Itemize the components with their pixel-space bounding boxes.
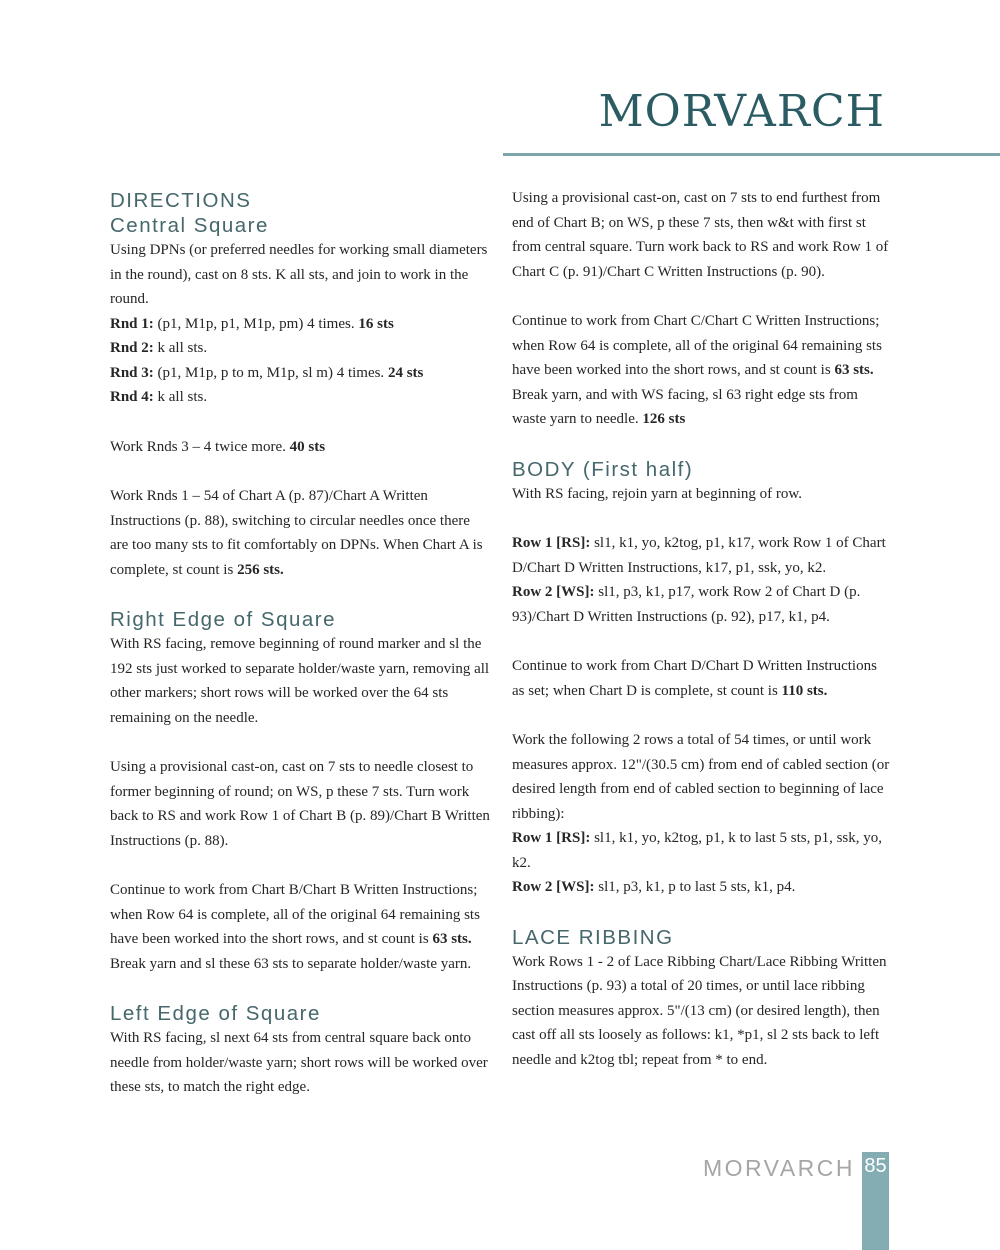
paragraph-spacer (110, 410, 490, 435)
page-number: 85 (864, 1155, 887, 1177)
paragraph (110, 878, 490, 976)
paragraph (512, 654, 890, 703)
page-number-block (862, 1152, 889, 1250)
paragraph (110, 484, 490, 582)
paragraph (110, 385, 490, 410)
bold-text: Rnd 1: (110, 315, 154, 332)
bold-text: 126 sts (642, 411, 686, 427)
body-text: Continue to work from Chart B/Chart B Written Instructions; when Row 64 is complete, all of the original 64 remaining sts have been worked into the short rows, and st count is (110, 882, 480, 947)
body-text: Work Rnds 1 – 54 of Chart A (p. 87)/Chart A Written Instructions (p. 88), switching to circular needles once there are too many sts to fit comfortably on DPNs. When Chart A is complete, st count is (110, 488, 483, 578)
paragraph-spacer (110, 976, 490, 1001)
bold-text: 256 sts. (237, 561, 284, 578)
paragraph-spacer (512, 629, 890, 654)
bold-text: Rnd 2: (110, 340, 154, 356)
paragraph (512, 186, 890, 284)
paragraph (512, 531, 890, 580)
paragraph (110, 632, 490, 730)
bold-text: Row 2 [WS]: (512, 584, 595, 600)
body-text: Break yarn, and with WS facing, sl 63 right edge sts from waste yarn to needle. (512, 386, 858, 427)
section-heading: LACE RIBBING (512, 925, 674, 949)
paragraph-spacer (512, 284, 890, 309)
paragraph (110, 336, 490, 361)
paragraph (512, 482, 890, 507)
body-text: Using a provisional cast-on, cast on 7 sts to end furthest from end of Chart B; on WS, p these 7 sts, then w&t with first st from central square. Turn work back to RS and work Row 1 of Chart C (p. 91)/Chart C Written Instructions (p. 90). (512, 190, 889, 280)
bold-text: Rnd 3: (110, 364, 154, 381)
paragraph (110, 238, 490, 312)
paragraph (512, 950, 890, 1073)
section-heading: Left Edge of Square (110, 1002, 321, 1025)
bold-text: Row 2 [WS]: (512, 879, 595, 895)
body-text: Work the following 2 rows a total of 54 times, or until work measures approx. 12"/(30.5 cm) from end of cabled section (or desired length from end of cabled section to beginning of lace ribbing): (512, 732, 890, 822)
bold-text: 24 sts (387, 364, 424, 381)
body-text: (p1, M1p, p1, M1p, pm) 4 times. (153, 315, 359, 332)
bold-text: 63 sts. (432, 931, 472, 947)
body-text: With RS facing, sl next 64 sts from central square back onto needle from holder/waste yarn; short rows will be worked over these sts, to match the right edge. (110, 1030, 488, 1095)
paragraph (512, 728, 890, 826)
paragraph (512, 580, 890, 629)
body-text: (p1, M1p, p to m, M1p, sl m) 4 times. (153, 364, 388, 381)
page-title: MORVARCH (598, 86, 885, 137)
bold-text: Rnd 4: (110, 389, 154, 405)
body-text: k all sts. (153, 340, 208, 356)
body-text: Using DPNs (or preferred needles for working small diameters in the round), cast on 8 sts. K all sts, and join to work in the round. (110, 242, 488, 307)
section-heading: DIRECTIONS (110, 189, 252, 212)
paragraph-spacer (110, 730, 490, 755)
body-text: Break yarn and sl these 63 sts to separate holder/waste yarn. (110, 955, 472, 972)
body-text: sl1, k1, yo, k2tog, p1, k17, work Row 1 of Chart D/Chart D Written Instructions, k17, p1, ssk, yo, k2. (512, 535, 886, 576)
bold-text: 110 sts. (781, 682, 828, 699)
header-divider-rule (503, 153, 1000, 156)
paragraph (512, 875, 890, 900)
body-text: With RS facing, rejoin yarn at beginning of row. (512, 485, 803, 502)
body-text: sl1, p3, k1, p17, work Row 2 of Chart D (p. 93)/Chart D Written Instructions (p. 92), p17, k1, p4. (512, 584, 861, 625)
section-heading: Central Square (110, 214, 269, 237)
body-text: k all sts. (153, 389, 208, 405)
body-text: Using a provisional cast-on, cast on 7 sts to needle closest to former beginning of round; on WS, p these 7 sts. Turn work back to RS and work Row 1 of Chart B (p. 89)/Chart B Written Instructions (p. 88). (110, 759, 490, 849)
body-text: sl1, k1, yo, k2tog, p1, k to last 5 sts, p1, ssk, yo, k2. (512, 830, 883, 871)
paragraph (110, 755, 490, 853)
bold-text: Row 1 [RS]: (512, 830, 591, 846)
paragraph (110, 435, 490, 460)
body-text: Work Rnds 3 – 4 twice more. (110, 438, 290, 455)
paragraph (110, 361, 490, 386)
section-heading: BODY (First half) (512, 457, 694, 481)
footer-brand: MORVARCH (702, 1155, 855, 1181)
paragraph-spacer (512, 703, 890, 728)
body-text: With RS facing, remove beginning of round marker and sl the 192 sts just worked to separate holder/waste yarn, removing all other markers; short rows will be worked over the 64 sts remaining on the needle. (110, 636, 490, 726)
body-text: Continue to work from Chart D/Chart D Written Instructions as set; when Chart D is complete, st count is (512, 658, 877, 699)
paragraph-spacer (512, 900, 890, 925)
bold-text: 63 sts. (834, 362, 874, 378)
paragraph-spacer (110, 582, 490, 607)
paragraph (110, 312, 490, 337)
paragraph (512, 309, 890, 432)
bold-text: 40 sts (289, 438, 326, 455)
paragraph (512, 826, 890, 875)
body-text: Work Rows 1 - 2 of Lace Ribbing Chart/Lace Ribbing Written Instructions (p. 93) a total of 20 times, or until lace ribbing section measures approx. 5"/(13 cm) (or desired length), then cast off all sts loosely as follows: k1, *p1, sl 2 sts back to left needle and k2tog tbl; repeat from * to end. (512, 953, 887, 1068)
body-text: sl1, p3, k1, p to last 5 sts, k1, p4. (594, 879, 796, 895)
right-column (512, 186, 890, 1072)
body-text: Continue to work from Chart C/Chart C Written Instructions; when Row 64 is complete, all of the original 64 remaining sts have been worked into the short rows, and st count is (512, 313, 882, 378)
bold-text: 16 sts (358, 315, 394, 332)
paragraph-spacer (110, 459, 490, 484)
paragraph-spacer (512, 506, 890, 531)
paragraph-spacer (512, 432, 890, 457)
bold-text: Row 1 [RS]: (512, 535, 591, 551)
paragraph (110, 1026, 490, 1100)
paragraph-spacer (110, 853, 490, 878)
section-heading: Right Edge of Square (110, 608, 337, 631)
left-column (110, 188, 490, 1100)
